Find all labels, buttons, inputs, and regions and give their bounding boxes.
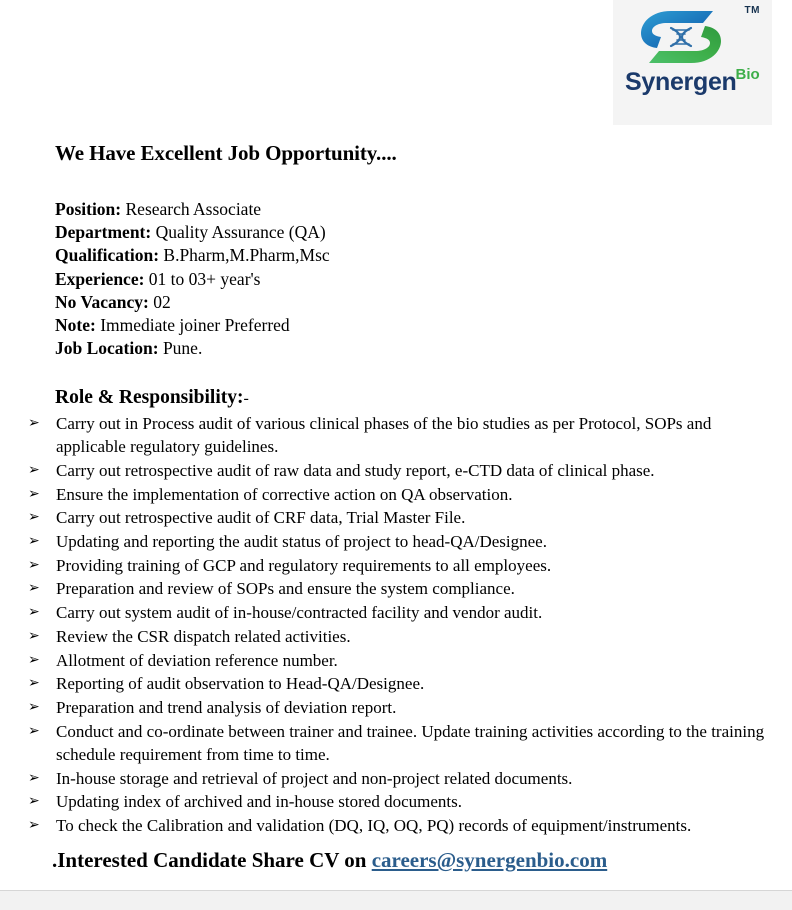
detail-label-department: Department: — [55, 222, 152, 243]
detail-row-vacancy — [55, 291, 330, 314]
list-item — [28, 554, 773, 577]
list-item-text: Conduct and co-ordinate between trainer and trainee. Update training activities according to the training schedule requirement from time to time. — [56, 721, 765, 764]
detail-value-vacancy: 02 — [148, 291, 171, 312]
arrow-bullet-icon: ➢ — [28, 415, 40, 431]
list-item-text: Carry out retrospective audit of raw data and study report, e-CTD data of clinical phase. — [56, 460, 655, 480]
company-logo-block — [613, 0, 772, 125]
detail-value-experience: 01 to 03+ year's — [144, 268, 261, 289]
section-heading-text: Role & Responsibility: — [55, 387, 244, 408]
arrow-bullet-icon: ➢ — [28, 722, 40, 739]
detail-label-qualification: Qualification: — [55, 245, 160, 266]
list-item-text: In-house storage and retrieval of project and non-project related documents. — [56, 768, 573, 788]
logo-word-synergen: Synergen — [625, 68, 737, 96]
careers-email-link[interactable]: careers@synergenbio.com — [371, 848, 608, 872]
detail-row-position — [55, 198, 330, 221]
call-to-action — [52, 848, 607, 873]
list-item — [28, 601, 773, 624]
detail-label-job-location: Job Location: — [55, 338, 159, 359]
arrow-bullet-icon: ➢ — [28, 556, 40, 573]
logo-wordmark — [625, 65, 765, 97]
arrow-bullet-icon: ➢ — [28, 627, 40, 644]
list-item — [28, 459, 773, 482]
detail-value-department: Quality Assurance (QA) — [151, 222, 326, 243]
list-item-text: Carry out in Process audit of various clinical phases of the bio studies as per Protocol, SOPs and applicable regulatory guidelines. — [56, 414, 712, 457]
detail-label-experience: Experience: — [55, 268, 145, 289]
arrow-bullet-icon: ➢ — [28, 533, 40, 550]
list-item — [28, 483, 773, 506]
section-heading-dash: - — [243, 390, 249, 407]
detail-value-position: Research Associate — [121, 199, 262, 219]
list-item-text: Reporting of audit observation to Head-QA/Designee. — [56, 674, 425, 694]
arrow-bullet-icon: ➢ — [28, 461, 40, 478]
detail-label-vacancy: No Vacancy: — [55, 291, 149, 312]
detail-row-experience — [55, 268, 330, 291]
footer-strip — [0, 891, 792, 910]
arrow-bullet-icon: ➢ — [28, 509, 40, 526]
arrow-bullet-icon: ➢ — [28, 698, 40, 715]
list-item-text: Ensure the implementation of corrective action on QA observation. — [56, 484, 513, 504]
list-item-text: Review the CSR dispatch related activities. — [56, 626, 351, 646]
list-item-text: Updating index of archived and in-house stored documents. — [56, 792, 463, 812]
job-details-block — [55, 198, 330, 360]
list-item — [28, 814, 773, 837]
arrow-bullet-icon: ➢ — [28, 675, 40, 692]
arrow-bullet-icon: ➢ — [28, 580, 40, 597]
list-item — [28, 412, 773, 458]
section-heading-role-responsibility — [55, 387, 249, 409]
list-item — [28, 767, 773, 790]
list-item — [28, 696, 773, 719]
detail-row-qualification — [55, 244, 330, 267]
detail-row-department — [55, 221, 330, 244]
list-item — [28, 790, 773, 813]
detail-label-note: Note: — [55, 315, 96, 336]
arrow-bullet-icon: ➢ — [28, 769, 40, 786]
page-title: We Have Excellent Job Opportunity.... — [55, 141, 397, 165]
detail-value-qualification: B.Pharm,M.Pharm,Msc — [159, 245, 330, 266]
list-item — [28, 625, 773, 648]
detail-value-note: Immediate joiner Preferred — [95, 315, 290, 336]
detail-row-job-location — [55, 337, 330, 360]
list-item — [28, 672, 773, 695]
list-item — [28, 649, 773, 672]
arrow-bullet-icon: ➢ — [28, 816, 40, 833]
detail-row-note — [55, 314, 330, 337]
responsibilities-list — [28, 412, 773, 838]
logo-word-bio: Bio — [735, 65, 760, 83]
arrow-bullet-icon: ➢ — [28, 793, 40, 810]
list-item-text: Carry out retrospective audit of CRF data, Trial Master File. — [56, 508, 466, 528]
list-item-text: Preparation and review of SOPs and ensure the system compliance. — [56, 579, 515, 599]
list-item-text: Providing training of GCP and regulatory requirements to all employees. — [56, 555, 552, 575]
arrow-bullet-icon: ➢ — [28, 485, 40, 502]
list-item-text: Carry out system audit of in-house/contracted facility and vendor audit. — [56, 603, 543, 623]
synergen-s-dna-logo-icon — [635, 6, 727, 68]
detail-value-job-location: Pune. — [158, 338, 203, 359]
cta-prefix-text: .Interested Candidate Share CV on — [52, 848, 372, 872]
list-item — [28, 720, 773, 766]
list-item-text: To check the Calibration and validation (DQ, IQ, OQ, PQ) records of equipment/instruments. — [56, 815, 692, 835]
list-item — [28, 506, 773, 529]
list-item-text: Preparation and trend analysis of deviation report. — [56, 697, 397, 717]
list-item-text: Allotment of deviation reference number. — [56, 650, 338, 670]
detail-label-position: Position: — [55, 199, 122, 219]
arrow-bullet-icon: ➢ — [28, 651, 40, 668]
list-item-text: Updating and reporting the audit status of project to head-QA/Designee. — [56, 532, 547, 552]
list-item — [28, 577, 773, 600]
list-item — [28, 530, 773, 553]
trademark-symbol: TM — [744, 5, 760, 16]
arrow-bullet-icon: ➢ — [28, 604, 40, 621]
